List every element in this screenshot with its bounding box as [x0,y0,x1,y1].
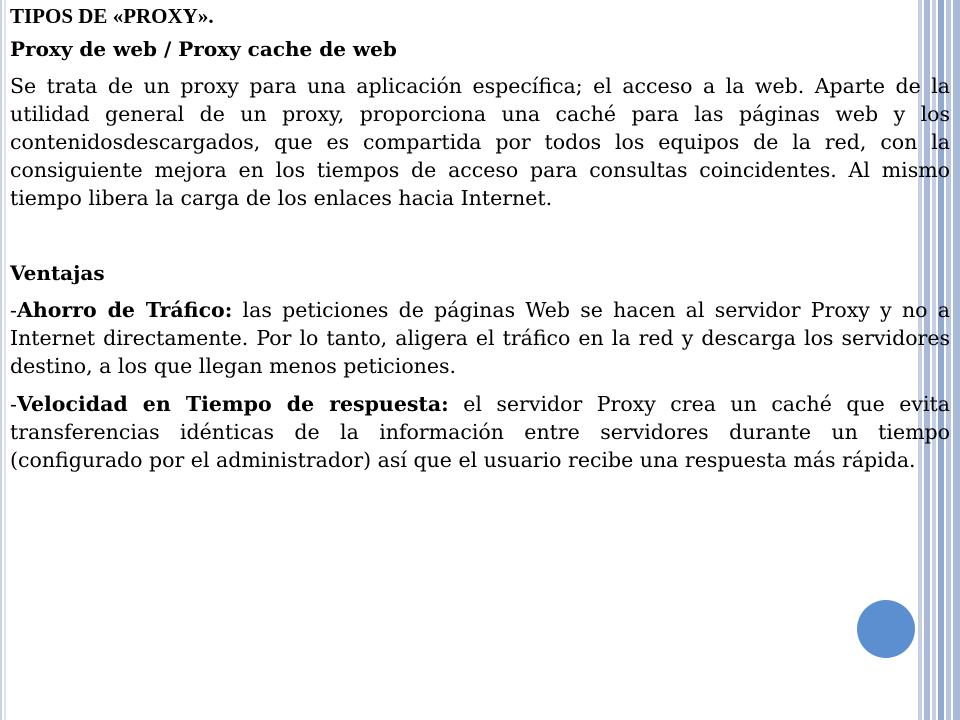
advantages-heading: Ventajas [10,261,105,285]
left-decorative-bar [0,0,2,720]
decorative-circle [857,600,915,658]
item-term: Velocidad en Tiempo de respuesta: [16,392,449,416]
advantage-item-traffic [10,296,950,380]
left-decorative-bar [4,0,6,720]
intro-paragraph: Se trata de un proxy para una aplicación específica; el acceso a la web. Aparte de la utilidad general de un proxy, proporciona una caché para las páginas web y los contenidosdescargados, que es compartida por todos los equipos de la red, con la consiguiente mejora en los tiempos de acceso para consultas coincidentes. Al mismo tiempo libera la carga de los enlaces hacia Internet. [10,74,950,210]
item-text: las peticiones de páginas Web se hacen al servidor Proxy y no a Internet directamente. Por lo tanto, aligera el tráfico en la red y descarga los servidores destino, a los que llegan menos peticiones. [10,298,950,378]
slide-content [10,4,950,484]
item-text: el servidor Proxy crea un caché que evita transferencias idénticas de la información entre servidores durante un tiempo (configurado por el administrador) así que el usuario recibe una respuesta más rápida. [10,392,950,472]
item-term: Ahorro de Tráfico: [16,298,233,322]
slide-title: TIPOS DE «PROXY». [10,4,214,28]
item-prefix: - [10,392,17,416]
advantage-item-speed [10,390,950,474]
item-prefix: - [10,298,17,322]
spacer [10,212,950,260]
right-decorative-bar [953,0,960,720]
slide-subtitle: Proxy de web / Proxy cache de web [10,37,397,61]
